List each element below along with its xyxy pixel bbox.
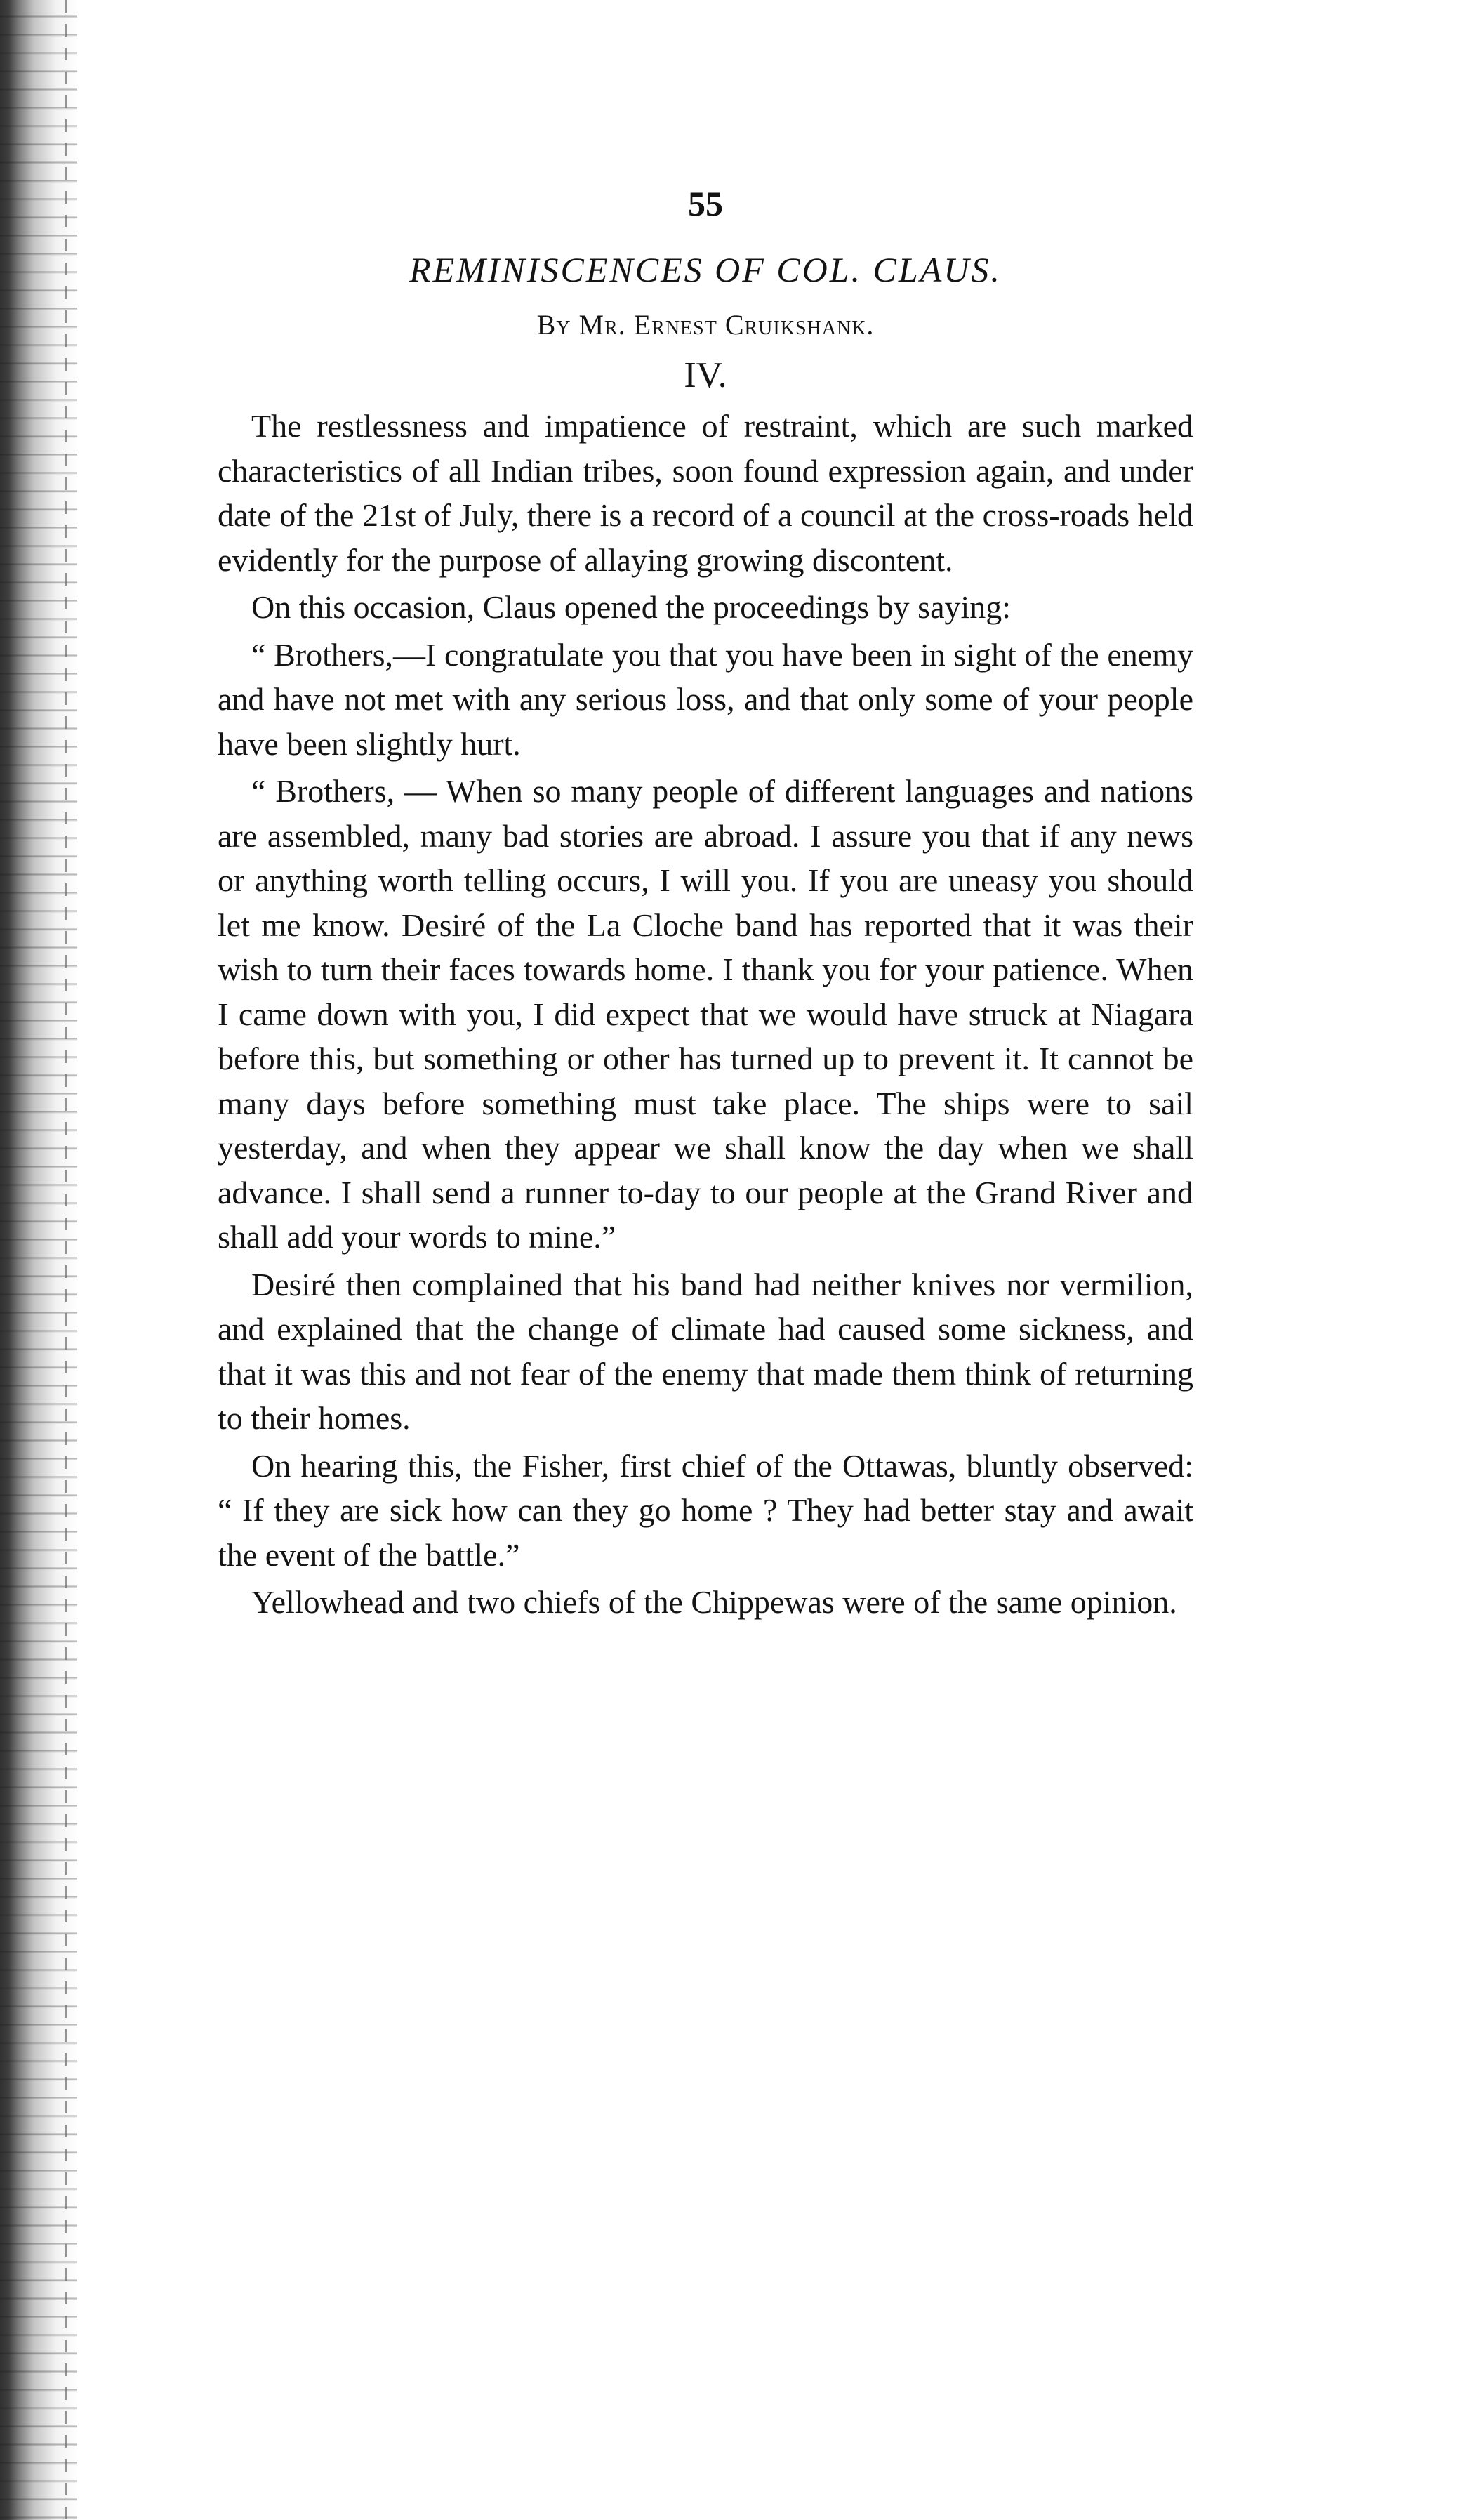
paragraph: “ Brothers, — When so many people of different languages and nations are assembled, many bad stories are abroad. I assure you that if any news or anything worth telling occurs, I will you. If you are uneasy you should let me know. Desiré of the La Cloche band has reported that it was their wish to turn their faces towards home. I thank you for your patience. When I came down with you, I did expect that we would have struck at Niagara before this, but something or other has turned up to prevent it. It cannot be many days before something must take place. The ships were to sail yesterday, and when they appear we shall know the day when we shall advance. I shall send a runner to-day to our people at the Grand River and shall add your words to mine.” — [218, 773, 1193, 1255]
page-content — [218, 179, 1193, 1625]
page-number: 55 — [688, 184, 723, 223]
byline: By Mr. Ernest Cruikshank. — [536, 309, 875, 341]
section-number: IV. — [684, 355, 727, 395]
paragraph: “ Brothers,—I congratulate you that you have been in sight of the enemy and have not met with any serious loss, and that only some of your people have been slightly hurt. — [218, 636, 1193, 762]
paragraph: Yellowhead and two chiefs of the Chippewas were of the same opinion. — [251, 1584, 1177, 1620]
book-binding-edge — [0, 0, 77, 2520]
article-title: REMINISCENCES OF COL. CLAUS. — [409, 250, 1002, 289]
paragraph: Desiré then complained that his band had neither knives nor vermilion, and explained that the change of climate had caused some sickness, and that it was this and not fear of the enemy that made them think of returning to their homes. — [218, 1266, 1193, 1436]
paragraph: The restlessness and impatience of restraint, which are such marked characteristics of all Indian tribes, soon found expression again, and under date of the 21st of July, there is a record of a council at the cross-roads held evidently for the purpose of allaying growing discontent. — [218, 408, 1193, 578]
paragraph: On hearing this, the Fisher, first chief of the Ottawas, bluntly observed: “ If they are sick how can they go home ? They had better stay and await the event of the battle.” — [218, 1447, 1193, 1573]
paragraph: On this occasion, Claus opened the proceedings by saying: — [251, 589, 1012, 625]
